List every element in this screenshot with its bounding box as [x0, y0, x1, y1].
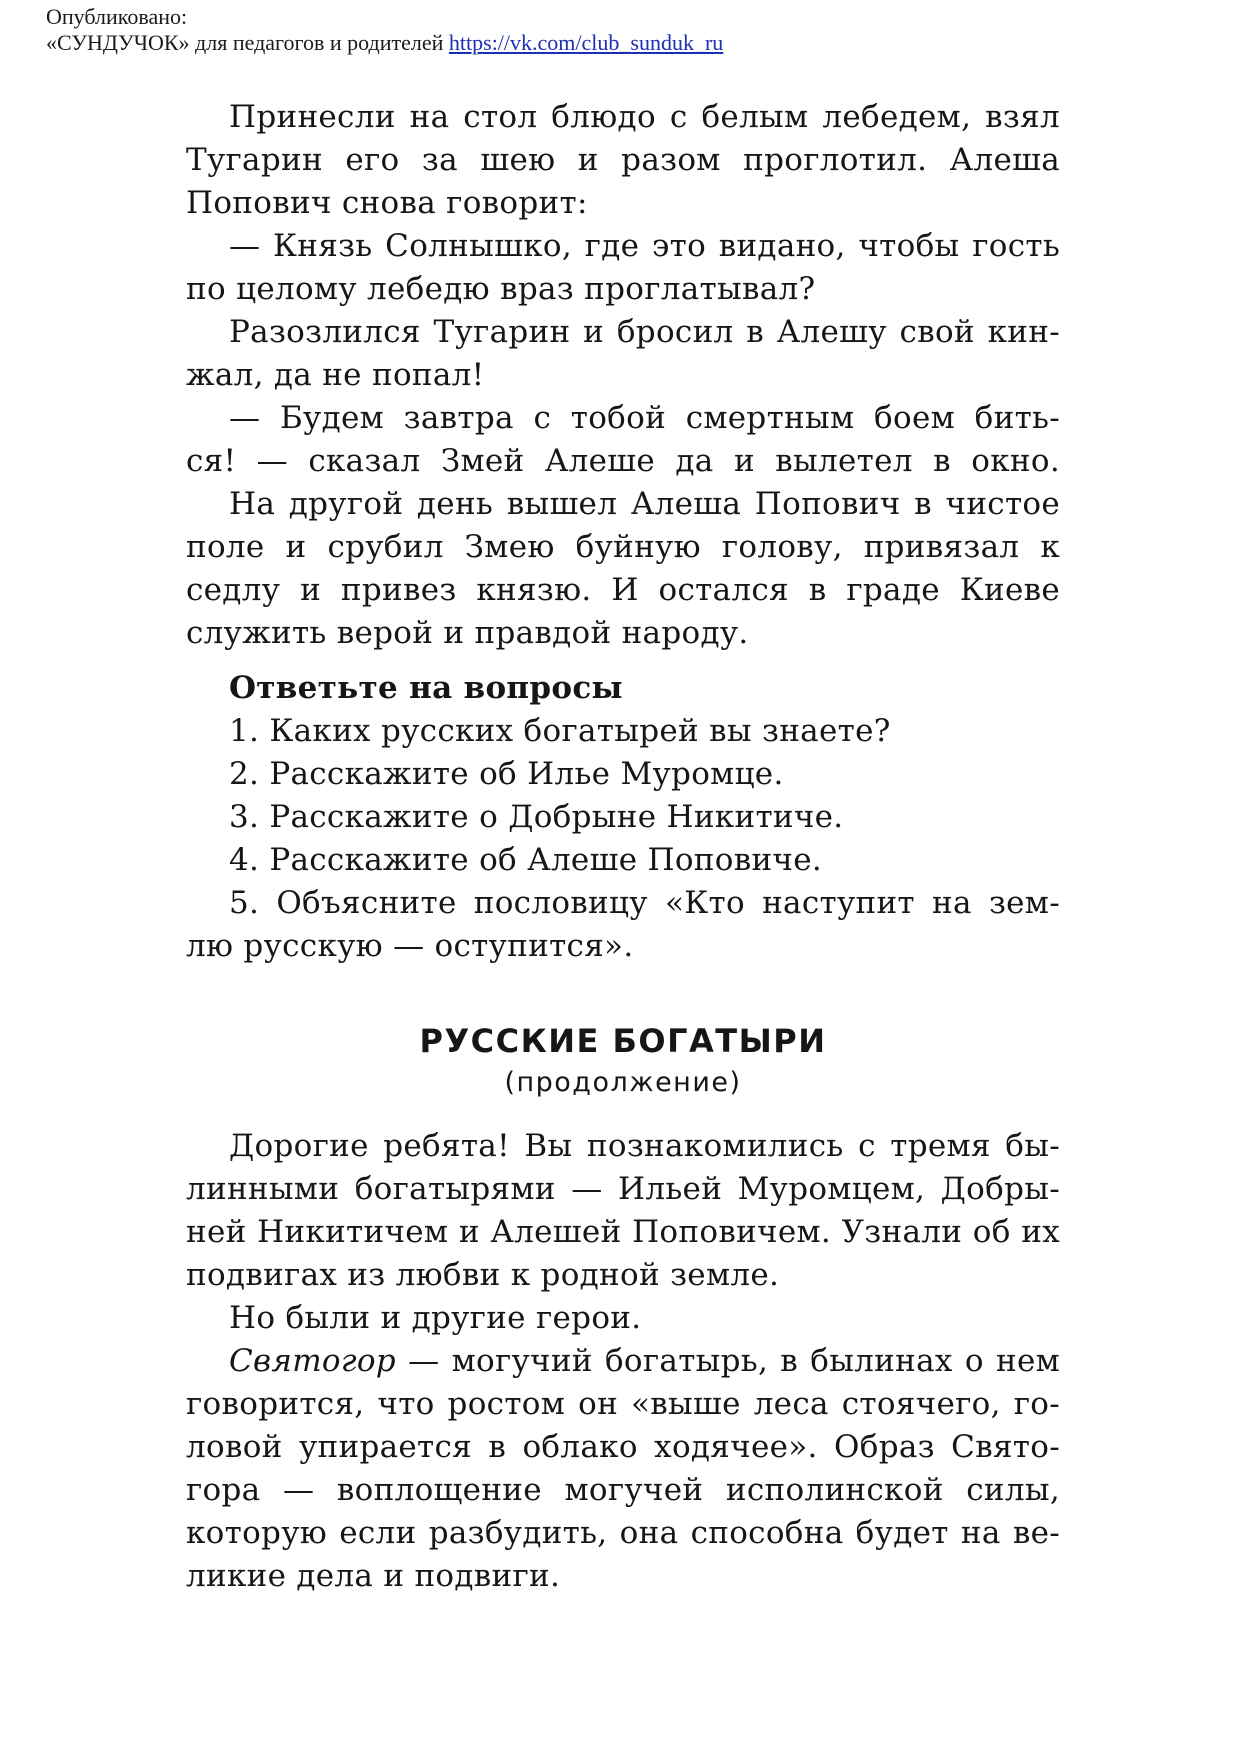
- story-line: жал, да не попал!: [186, 357, 485, 393]
- svyatogor-name: Святогор: [229, 1343, 396, 1379]
- publisher-line: [46, 30, 723, 56]
- section-subtitle: (продолжение): [504, 1067, 742, 1098]
- section-line: линными богатырями — Ильей Муромцем, Добры-: [186, 1171, 1060, 1207]
- section-text: [186, 1125, 1060, 1598]
- story-line: — Князь Солнышко, где это видано, чтобы гость: [229, 228, 1060, 264]
- section-line: которую если разбудить, она способна будет на ве-: [186, 1515, 1060, 1551]
- question-item: 5. Объясните пословицу «Кто наступит на зем-: [229, 885, 1060, 921]
- story-line: Попович снова говорит:: [186, 185, 588, 221]
- questions-title: Ответьте на вопросы: [229, 670, 623, 706]
- svyatogor-line: [186, 1340, 1060, 1383]
- section-line: Дорогие ребята! Вы познакомились с тремя бы-: [229, 1128, 1060, 1164]
- story-line: — Будем завтра с тобой смертным боем бить-: [229, 400, 1060, 436]
- vk-group-link[interactable]: https://vk.com/club_sunduk_ru: [448, 30, 724, 55]
- section-line: говорится, что ростом он «выше леса стоячего, го-: [186, 1386, 1060, 1422]
- story-line: Принесли на стол блюдо с белым лебедем, взял: [229, 99, 1060, 135]
- svyatogor-rest: — могучий богатырь, в былинах о нем: [395, 1343, 1060, 1379]
- question-item: 3. Расскажите о Добрыне Никитиче.: [229, 799, 844, 835]
- story-line: седлу и привез князю. И остался в граде Киеве: [186, 572, 1060, 608]
- story-text: [186, 96, 1060, 655]
- questions-block: [186, 667, 1060, 968]
- story-line: поле и срубил Змею буйную голову, привязал к: [186, 529, 1060, 565]
- section-line: Но были и другие герои.: [229, 1300, 642, 1336]
- section-line: ней Никитичем и Алешей Поповичем. Узнали об их: [186, 1214, 1060, 1250]
- story-line: служить верой и правдой народу.: [186, 615, 749, 651]
- question-item: 1. Каких русских богатырей вы знаете?: [229, 713, 891, 749]
- story-line: по целому лебедю враз проглатывал?: [186, 271, 816, 307]
- question-item: 4. Расскажите об Алеше Поповиче.: [229, 842, 823, 878]
- story-line: Тугарин его за шею и разом проглотил. Алеша: [186, 142, 1060, 178]
- story-line: ся! — сказал Змей Алеше да и вылетел в окно.: [186, 443, 1060, 479]
- story-line: Разозлился Тугарин и бросил в Алешу свой кин-: [229, 314, 1060, 350]
- section-line: ловой упирается в облако ходячее». Образ Свято-: [186, 1429, 1060, 1465]
- story-line: На другой день вышел Алеша Попович в чистое: [229, 486, 1060, 522]
- question-continuation: лю русскую — оступится».: [186, 928, 634, 964]
- publisher-name: «СУНДУЧОК» для педагогов и родителей: [46, 30, 449, 55]
- section-heading: [186, 1021, 1060, 1103]
- publication-header: [46, 4, 723, 56]
- section-line: подвигах из любви к родной земле.: [186, 1257, 780, 1293]
- section-title: РУССКИЕ БОГАТЫРИ: [419, 1022, 827, 1060]
- question-item: 2. Расскажите об Илье Муромце.: [229, 756, 784, 792]
- section-line: гора — воплощение могучей исполинской силы,: [186, 1472, 1060, 1508]
- section-line: ликие дела и подвиги.: [186, 1558, 561, 1594]
- published-label: Опубликовано:: [46, 4, 188, 29]
